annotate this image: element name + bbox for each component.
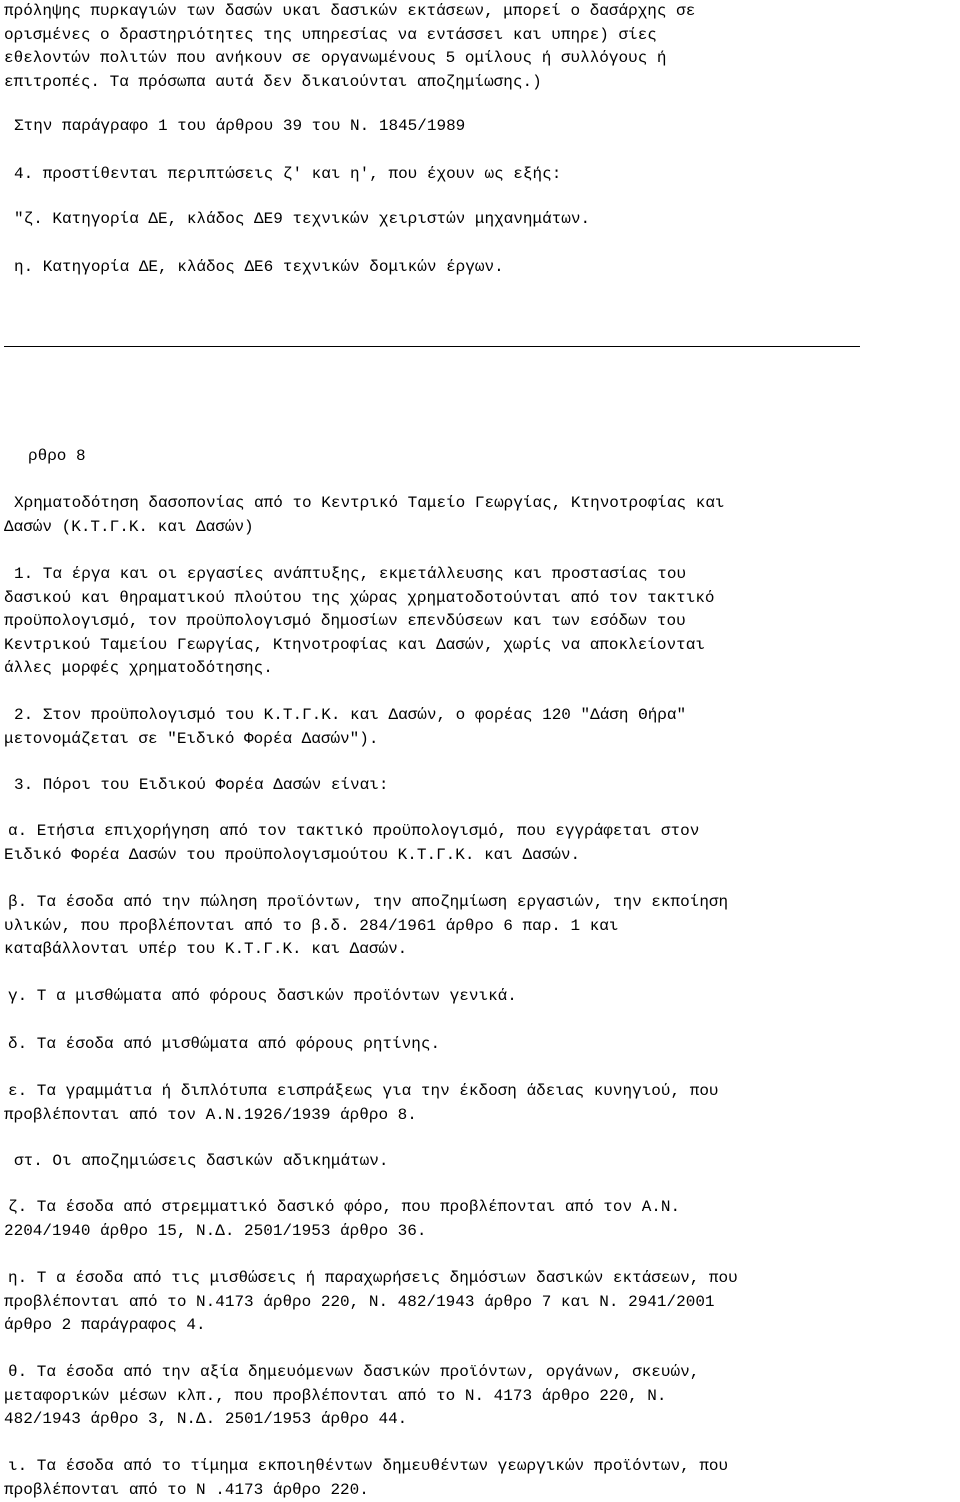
text-line: υλικών, που προβλέπονται από το β.δ. 284/1961 άρθρο 6 παρ. 1 και xyxy=(4,916,619,935)
text-line: δασικού και θηραματικού πλούτου της χώρας χρηματοδοτούνται από τον τακτικό xyxy=(4,588,715,607)
text-line: 2. Στον προϋπολογισμό του Κ.Τ.Γ.Κ. και Δασών, ο φορέας 120 "Δάση Θήρα" xyxy=(14,706,687,724)
item-iota xyxy=(4,1455,960,1502)
item-d xyxy=(4,1033,960,1057)
text-line: καταβάλλονται υπέρ του Κ.Τ.Γ.Κ. και Δασών. xyxy=(4,940,408,958)
text-line: η. Κατηγορία ΔΕ, κλάδος ΔΕ6 τεχνικών δομικών έργων. xyxy=(14,258,504,276)
text-line: άρθρο 2 παράγραφος 4. xyxy=(4,1316,206,1334)
text-line: προϋπολογισμό, τον προϋπολογισμό δημοσίων επενδύσεων και των εσόδων του xyxy=(4,612,686,630)
text-line: 1. Τα έργα και οι εργασίες ανάπτυξης, εκμετάλλευσης και προστασίας του xyxy=(14,565,687,583)
text-line: Ειδικό Φορέα Δασών του προϋπολογισμούτου Κ.Τ.Γ.Κ. και Δασών. xyxy=(4,845,581,864)
text-line: μετονομάζεται σε "Ειδικό Φορέα Δασών"). xyxy=(4,729,379,748)
text-line: μεταφορικών μέσων κλπ., που προβλέπονται από το Ν. 4173 άρθρο 220, Ν. xyxy=(4,1386,667,1405)
text-line: α. Ετήσια επιχορήγηση από τον τακτικό προϋπολογισμό, που εγγράφεται στον xyxy=(8,822,700,840)
article-heading xyxy=(4,445,960,469)
text-line: 3. Πόροι του Ειδικού Φορέα Δασών είναι: xyxy=(14,776,389,794)
paragraph-intro xyxy=(4,0,960,94)
text-line: "ζ. Κατηγορία ΔΕ, κλάδος ΔΕ9 τεχνικών χειριστών μηχανημάτων. xyxy=(14,210,591,228)
text-line: προβλέπονται από τον Α.Ν.1926/1939 άρθρο 8. xyxy=(4,1105,417,1124)
text-line: ζ. Τα έσοδα από στρεμματικό δασικό φόρο, που προβλέπονται από τον Α.Ν. xyxy=(8,1198,681,1216)
text-line: Δασών (Κ.Τ.Γ.Κ. και Δασών) xyxy=(4,517,254,536)
text-line: Στην παράγραφο 1 του άρθρου 39 του Ν. 1845/1989 xyxy=(14,117,466,135)
paragraph-item-4 xyxy=(4,163,960,187)
text-line: γ. Τ α μισθώματα από φόρους δασικών προϊόντων γενικά. xyxy=(8,987,517,1005)
item-c xyxy=(4,985,960,1009)
paragraph-3 xyxy=(4,774,960,798)
paragraph-2 xyxy=(4,704,960,751)
text-line: ι. Τα έσοδα από το τίμημα εκποιηθέντων δημευθέντων γεωργικών προϊόντων, που xyxy=(8,1457,729,1475)
paragraph-amendment xyxy=(4,115,960,139)
paragraph-item-i xyxy=(4,256,960,280)
item-i xyxy=(4,1267,960,1338)
horizontal-divider xyxy=(4,346,860,347)
text-line: 4. προστίθενται περιπτώσεις ζ' και η', που έχουν ως εξής: xyxy=(14,165,562,183)
text-line: εθελοντών πολιτών που ανήκουν σε οργανωμένους 5 ομίλους ή συλλόγους ή xyxy=(4,49,667,67)
item-st xyxy=(4,1150,960,1174)
text-line: η. Τ α έσοδα από τις μισθώσεις ή παραχωρήσεις δημόσιων δασικών εκτάσεων, που xyxy=(8,1269,738,1287)
paragraph-1 xyxy=(4,563,960,681)
text-line: δ. Τα έσοδα από μισθώματα από φόρους ρητίνης. xyxy=(8,1035,441,1053)
text-line: ε. Τα γραμμάτια ή διπλότυπα εισπράξεως για την έκδοση άδειας κυνηγιού, που xyxy=(8,1082,719,1100)
text-line: 2204/1940 άρθρο 15, Ν.Δ. 2501/1953 άρθρο 36. xyxy=(4,1221,427,1240)
text-line: πρόληψης πυρκαγιών των δασών υκαι δασικών εκτάσεων, μπορεί ο δασάρχης σε xyxy=(4,2,696,20)
text-line: 482/1943 άρθρο 3, Ν.Δ. 2501/1953 άρθρο 44. xyxy=(4,1410,408,1428)
text-line: β. Τα έσοδα από την πώληση προϊόντων, την αποζημίωση εργασιών, την εκποίηση xyxy=(8,893,729,911)
text-line: Χρηματοδότηση δασοπονίας από το Κεντρικό Ταμείο Γεωργίας, Κτηνοτροφίας και xyxy=(14,494,725,512)
text-line: προβλέπονται από το Ν.4173 άρθρο 220, Ν. 482/1943 άρθρο 7 και Ν. 2941/2001 xyxy=(4,1292,715,1311)
text-line: ρθρο 8 xyxy=(28,447,86,465)
item-z xyxy=(4,1196,960,1243)
text-line: προβλέπονται από το Ν .4173 άρθρο 220. xyxy=(4,1480,369,1499)
item-th xyxy=(4,1361,960,1432)
item-a xyxy=(4,820,960,867)
text-line: στ. Οι αποζημιώσεις δασικών αδικημάτων. xyxy=(14,1152,389,1170)
paragraph-item-z xyxy=(4,208,960,232)
text-line: άλλες μορφές χρηματοδότησης. xyxy=(4,659,273,677)
article-title xyxy=(4,492,960,539)
text-line: θ. Τα έσοδα από την αξία δημευόμενων δασικών προϊόντων, οργάνων, σκευών, xyxy=(8,1363,700,1381)
text-line: ορισμένες ο δραστηριότητες της υπηρεσίας να εντάσσει και υπηρε) σίες xyxy=(4,25,657,44)
text-line: επιτροπές. Τα πρόσωπα αυτά δεν δικαιούνται αποζημίωσης.) xyxy=(4,72,542,91)
item-e xyxy=(4,1080,960,1127)
item-b xyxy=(4,891,960,962)
text-line: Κεντρικού Ταμείου Γεωργίας, Κτηνοτροφίας και Δασών, χωρίς να αποκλείονται xyxy=(4,635,705,654)
